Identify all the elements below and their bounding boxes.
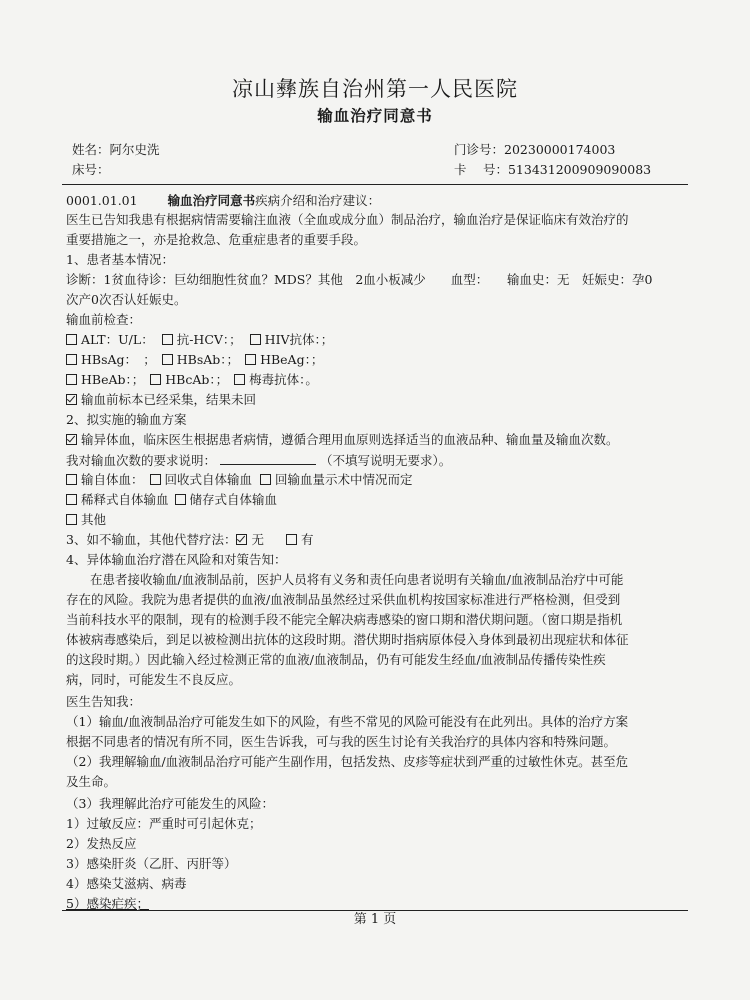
autologous-checkbox[interactable] (66, 474, 77, 485)
section-heading (66, 193, 380, 209)
patient-name: 阿尔史洗 (109, 142, 160, 157)
intro-line-1: 医生已告知我患有根据病情需要输注血液（全血或成分血）制品治疗，输血治疗是保证临床有效治疗的 (66, 212, 629, 227)
intraop-label: 回输血量示术中情况而定 (275, 472, 413, 487)
risk-item-2: 2）发热反应 (66, 836, 137, 851)
card-number-row (454, 162, 651, 178)
hospital-name: 凉山彝族自治州第一人民医院 (232, 77, 518, 101)
salvage-label: 回收式自体输血 (164, 472, 253, 487)
sample-collected-checkbox[interactable] (66, 394, 77, 405)
sample-collected-label: 输血前标本已经采集，结果未回 (81, 392, 257, 407)
hbeag-checkbox[interactable] (245, 354, 256, 365)
alt-checkbox[interactable] (66, 334, 77, 345)
count-note: （不填写说明无要求）。 (320, 453, 452, 468)
plan-heading: 2、拟实施的输血方案 (66, 412, 187, 427)
dilution-checkbox[interactable] (66, 494, 77, 505)
dilution-label: 稀释式自体输血 (81, 492, 169, 507)
basic-info-heading: 1、患者基本情况： (66, 252, 174, 267)
clinic-label: 门诊号： (454, 142, 505, 157)
syphilis-checkbox[interactable] (234, 374, 245, 385)
alternative-none-checkbox[interactable] (236, 534, 247, 545)
section-code: 0001.01.01 (66, 193, 138, 208)
storage-checkbox[interactable] (175, 494, 186, 505)
clinic-number-row (454, 142, 615, 158)
pretest-row-1 (66, 332, 333, 348)
storage-label: 储存式自体输血 (189, 492, 278, 507)
document-title: 输血治疗同意书 (317, 106, 433, 125)
pretest-heading: 输血前检查： (66, 312, 142, 327)
alternative-yes-label: 有 (300, 532, 314, 547)
hbcab-label: HBcAb：； (165, 372, 229, 387)
risk-item-5: 5）感染疟疾； (66, 896, 149, 911)
page-number: 第 1 页 (353, 912, 397, 927)
diagnosis-line-2: 次产0次否认妊娠史。 (66, 292, 187, 307)
risk-paragraph-3: 当前科技水平的限制，现有的检测手段不能完全解决病毒感染的窗口期和潜伏期问题。（窗口期是指机 (66, 612, 623, 627)
risk-paragraph-2: 存在的风险。我院为患者提供的血液/血液制品虽然经过采供血机构按国家标准进行严格检测，但受到 (66, 592, 621, 607)
sample-collected-row (66, 392, 256, 408)
alternative-yes-checkbox[interactable] (286, 534, 297, 545)
hiv-label: HIV抗体：； (264, 332, 334, 347)
intraop-checkbox[interactable] (260, 474, 271, 485)
notice-2b: 及生命。 (66, 774, 117, 789)
risk-item-3: 3）感染肝炎（乙肝、丙肝等） (66, 856, 237, 871)
count-input-line[interactable] (220, 452, 316, 465)
card-number: 513431200909090083 (507, 162, 652, 177)
alt-label: ALT：U/L： (81, 332, 154, 347)
allogeneic-label: 输异体血，临床医生根据患者病情，遵循合理用血原则选择适当的血液品种、输血量及输血次数。 (81, 432, 619, 447)
risk-paragraph-4: 体被病毒感染后，到足以被检测出抗体的这段时期。潜伏期时指病原体侵入身体到最初出现症状和体征 (66, 632, 629, 647)
hcv-label: 抗-HCV：； (176, 332, 242, 347)
allogeneic-row (66, 432, 619, 448)
risk-item-1: 1）过敏反应：严重时可引起休克； (66, 816, 262, 831)
name-label: 姓名： (72, 142, 110, 157)
other-checkbox[interactable] (66, 514, 77, 525)
risk-paragraph-1: 在患者接收输血/血液制品前，医护人员将有义务和责任向患者说明有关输血/血液制品治疗中可能 (90, 572, 624, 587)
alternative-none-label: 无 (251, 532, 264, 547)
syphilis-label: 梅毒抗体：。 (249, 372, 318, 387)
notice-3: （3）我理解此治疗可能发生的风险： (66, 796, 274, 811)
autologous-row-2 (66, 492, 277, 508)
clinic-number: 20230000174003 (504, 142, 616, 157)
count-label: 我对输血次数的要求说明： (66, 453, 217, 468)
notice-heading: 医生告知我： (66, 694, 142, 709)
notice-1a: （1）输血/血液制品治疗可能发生如下的风险，有些不常见的风险可能没有在此列出。具体的治疗方案 (66, 714, 629, 729)
transfusion-count-row (66, 452, 451, 469)
autologous-row-1 (66, 472, 413, 488)
hbsag-label: HBsAg： ； (81, 352, 156, 367)
hbeag-label: HBeAg：； (260, 352, 324, 367)
risk-paragraph-5: 的这段时期。）因此输入经过检测正常的血液/血液制品，仍有可能发生经血/血液制品传播传染性疾 (66, 652, 606, 667)
risk-heading: 4、异体输血治疗潜在风险和对策告知： (66, 552, 287, 567)
other-row (66, 512, 106, 528)
alternative-label: 3、如不输血，其他代替疗法： (66, 532, 237, 547)
alternative-therapy-row (66, 532, 314, 548)
hbeab-label: HBeAb：； (81, 372, 145, 387)
risk-item-4: 4）感染艾滋病、病毒 (66, 876, 187, 891)
allogeneic-checkbox[interactable] (66, 434, 77, 445)
hbeab-checkbox[interactable] (66, 374, 77, 385)
notice-2a: （2）我理解输血/血液制品治疗可能产生副作用，包括发热、皮疹等症状到严重的过敏性休克。甚至危 (66, 754, 629, 769)
hbsag-checkbox[interactable] (66, 354, 77, 365)
hbcab-checkbox[interactable] (150, 374, 161, 385)
bed-label: 床号： (72, 162, 110, 177)
pretest-row-2 (66, 352, 323, 368)
hbsab-label: HBsAb：； (176, 352, 240, 367)
diagnosis-line-1: 诊断：1贫血待诊：巨幼细胞性贫血？MDS？其他 2血小板减少 血型： 输血史：无 妊娠史：孕0 (66, 272, 653, 287)
risk-paragraph-6: 病，同时，可能发生不良反应。 (66, 672, 242, 687)
footer-rule (62, 910, 688, 911)
autologous-label: 输自体血： (81, 472, 144, 487)
salvage-checkbox[interactable] (150, 474, 161, 485)
notice-1b: 根据不同患者的情况有所不同，医生告诉我，可与我的医生讨论有关我治疗的具体内容和特殊问题。 (66, 734, 617, 749)
hiv-checkbox[interactable] (250, 334, 261, 345)
hbsab-checkbox[interactable] (162, 354, 173, 365)
header-rule (62, 184, 688, 185)
section-title: 输血治疗同意书 (167, 193, 256, 208)
hcv-checkbox[interactable] (162, 334, 173, 345)
section-subtitle: 疾病介绍和治疗建议： (255, 193, 381, 208)
patient-name-row (72, 142, 160, 158)
card-label: 卡 号： (454, 162, 508, 177)
other-label: 其他 (81, 512, 107, 527)
intro-line-2: 重要措施之一，亦是抢救急、危重症患者的重要手段。 (66, 232, 367, 247)
pretest-row-3 (66, 372, 318, 388)
